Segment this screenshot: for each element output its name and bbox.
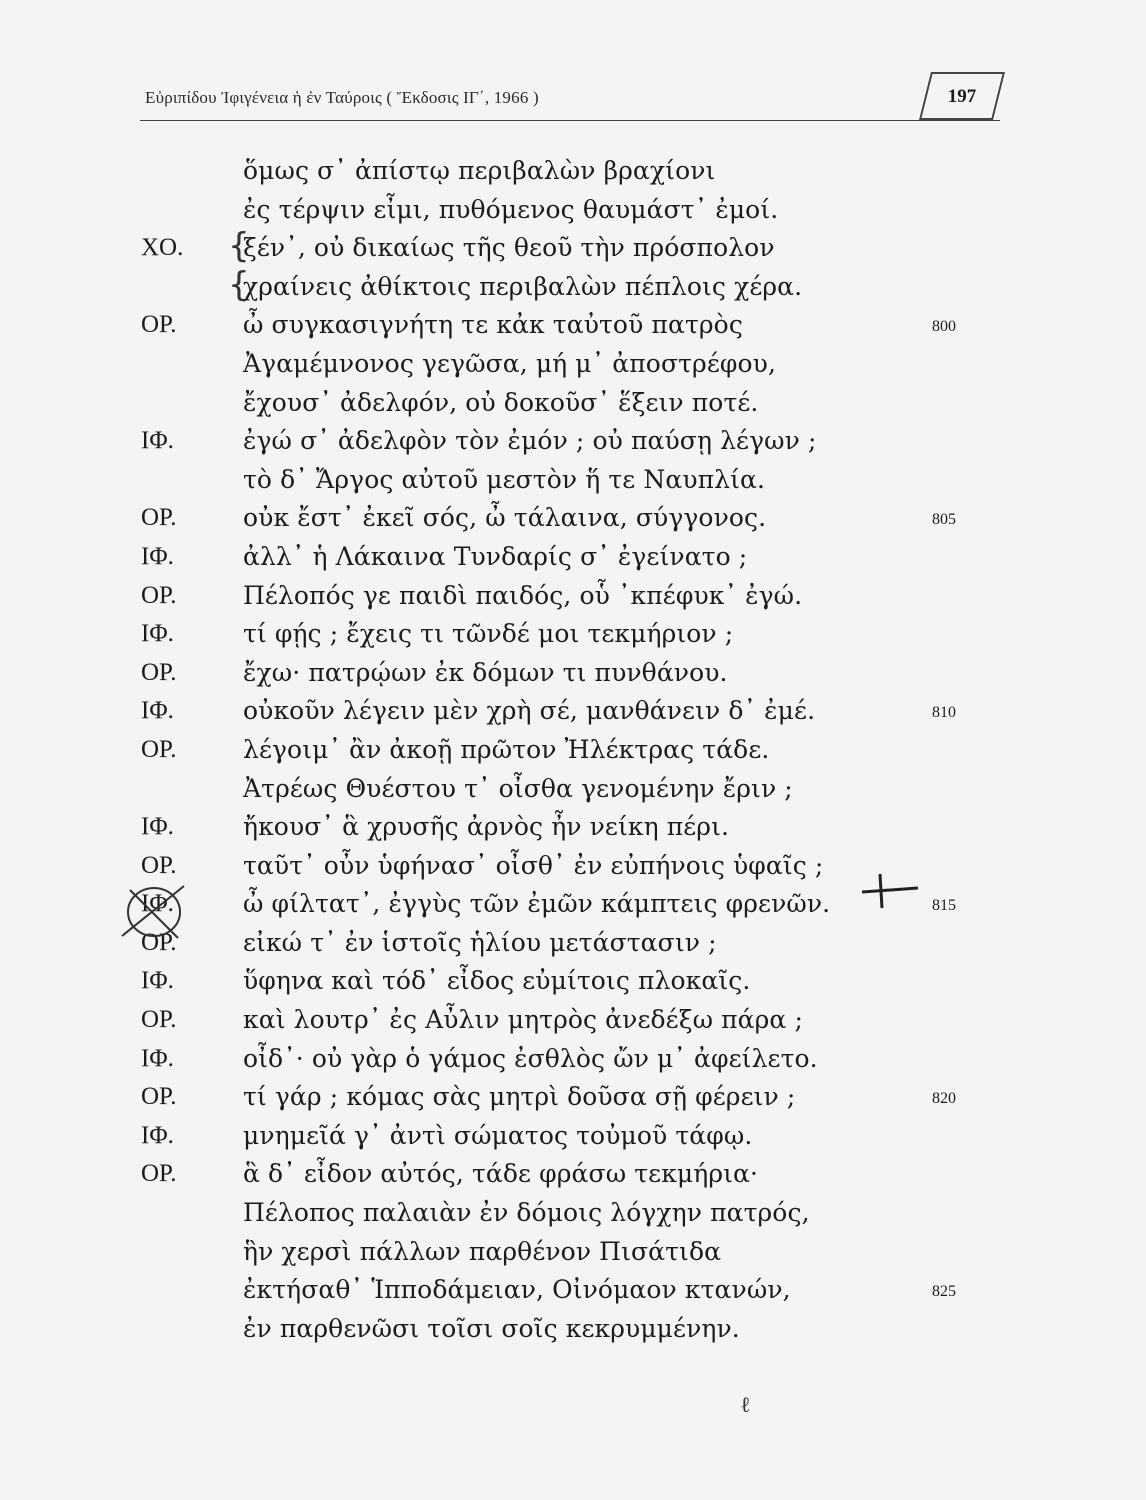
- verse-text: ἐγώ σ᾽ ἀδελφὸν τὸν ἐμόν ; οὐ παύσῃ λέγων ;: [243, 426, 817, 456]
- brace-mark: {: [228, 226, 250, 267]
- verse-text: ἔχουσ᾽ ἀδελφόν, οὐ δοκοῦσ᾽ ἕξειν ποτέ.: [243, 387, 759, 417]
- line-number: 800: [932, 318, 956, 336]
- verse-line: [0, 808, 1146, 847]
- verse-text: ἤκουσ᾽ ἃ χρυσῆς ἀρνὸς ἦν νείκη πέρι.: [243, 812, 730, 842]
- speaker-label: ΙΦ.: [141, 620, 174, 648]
- verse-text: ὅμως σ᾽ ἀπίστῳ περιβαλὼν βραχίονι: [243, 156, 716, 185]
- verse-line: [0, 1194, 1146, 1233]
- verse-line: [0, 770, 1146, 809]
- speaker-label: ΟΡ.: [141, 504, 177, 532]
- verse-line: [0, 345, 1146, 384]
- verse-text: τί γάρ ; κόμας σὰς μητρὶ δοῦσα σῇ φέρειν ;: [243, 1082, 796, 1112]
- speaker-label: ΟΡ.: [141, 311, 177, 339]
- verse-line: [0, 1310, 1146, 1349]
- speaker-label: ΟΡ.: [141, 928, 177, 956]
- speaker-label: ΧΟ.: [141, 234, 184, 262]
- verse-text: ὦ συγκασιγνήτη τε κἀκ ταὐτοῦ πατρὸς: [243, 310, 743, 340]
- verse-text: ἐν παρθενῶσι τοῖσι σοῖς κεκρυμμένην.: [243, 1313, 740, 1343]
- verse-text: ὕφηνα καὶ τόδ᾽ εἶδος εὐμίτοις πλοκαῖς.: [243, 966, 751, 996]
- verse-line: [0, 962, 1146, 1001]
- speaker-label: ΙΦ.: [141, 697, 174, 725]
- verse-text: οὐκ ἔστ᾽ ἐκεῖ σός, ὦ τάλαινα, σύγγονος.: [243, 503, 767, 533]
- verse-text: εἰκώ τ᾽ ἐν ἱστοῖς ἡλίου μετάστασιν ;: [243, 927, 717, 957]
- pen-cross-mark-icon: [112, 876, 192, 946]
- verse-line: [0, 461, 1146, 500]
- brace-mark: {: [228, 264, 250, 305]
- verse-line: [0, 538, 1146, 577]
- verse-line: [0, 577, 1146, 616]
- verse-line: [0, 226, 1146, 268]
- verse-text: Πέλοπός γε παιδὶ παιδός, οὗ ᾽κπέφυκ᾽ ἐγώ.: [243, 580, 803, 610]
- speaker-label: ΟΡ.: [141, 1160, 177, 1188]
- verse-line: [0, 499, 1146, 538]
- verse-text: τί φῄς ; ἔχεις τι τῶνδέ μοι τεκμήριον ;: [243, 619, 734, 649]
- verse-text: καὶ λουτρ᾽ ἐς Αὖλιν μητρὸς ἀνεδέξω πάρα ;: [243, 1005, 803, 1035]
- verse-line: [0, 654, 1146, 693]
- verse-text: ἀλλ᾽ ἡ Λάκαινα Τυνδαρίς σ᾽ ἐγείνατο ;: [243, 541, 748, 571]
- verse-line: [0, 264, 1146, 307]
- line-number: 825: [932, 1283, 956, 1301]
- speaker-label: ΟΡ.: [141, 658, 177, 686]
- speaker-label: ΙΦ.: [141, 542, 174, 570]
- verse-text: ἐκτήσαθ᾽ Ἱπποδάμειαν, Οἰνόμαον κτανών,: [243, 1275, 791, 1305]
- verse-line: [0, 1271, 1146, 1310]
- verse-line: [0, 1155, 1146, 1194]
- verse-line: [0, 731, 1146, 770]
- speaker-label: ΙΦ.: [141, 1121, 174, 1149]
- line-number: 810: [932, 704, 956, 722]
- verse-text: Πέλοπος παλαιὰν ἐν δόμοις λόγχην πατρός,: [243, 1198, 810, 1228]
- verse-lines: [0, 152, 1146, 1348]
- header-rule: [140, 120, 1000, 121]
- pen-mark-icon: ℓ: [740, 1393, 751, 1418]
- verse-line: [0, 1040, 1146, 1079]
- verse-line: [0, 615, 1146, 654]
- speaker-label: ΙΦ.: [141, 813, 174, 841]
- verse-text: Ἀγαμέμνονος γεγῶσα, μή μ᾽ ἀποστρέφου,: [243, 348, 777, 378]
- speaker-label: ΟΡ.: [141, 1006, 177, 1034]
- verse-text: ὦ φίλτατ᾽, ἐγγὺς τῶν ἐμῶν κάμπτεις φρενῶν.: [243, 889, 831, 919]
- verse-text: ἣν χερσὶ πάλλων παρθένον Πισάτιδα: [243, 1236, 722, 1266]
- line-number: 815: [932, 897, 956, 915]
- verse-line: [0, 152, 1146, 191]
- speaker-label: ΙΦ.: [141, 1044, 174, 1072]
- verse-text: χραίνεις ἀθίκτοις περιβαλὼν πέπλοις χέρα.: [243, 271, 803, 301]
- speaker-label: ΙΦ.: [141, 967, 174, 995]
- verse-text: ταῦτ᾽ οὖν ὑφήνασ᾽ οἶσθ᾽ ἐν εὐπήνοις ὑφαῖς ;: [243, 850, 824, 880]
- page-number: 197: [947, 86, 977, 107]
- verse-line: [0, 692, 1146, 731]
- speaker-label: ΙΦ.: [141, 427, 174, 455]
- verse-text: μνημεῖά γ᾽ ἀντὶ σώματος τοὐμοῦ τάφῳ.: [243, 1120, 753, 1150]
- verse-text: ἐς τέρψιν εἶμι, πυθόμενος θαυμάστ᾽ ἐμοί.: [243, 194, 779, 224]
- verse-line: [0, 306, 1146, 345]
- verse-text: Ἀτρέως Θυέστου τ᾽ οἶσθα γενομένην ἔριν ;: [243, 773, 793, 803]
- verse-text: οἶδ᾽· οὐ γὰρ ὁ γάμος ἐσθλὸς ὤν μ᾽ ἀφείλετο.: [243, 1043, 818, 1073]
- verse-line: [0, 1001, 1146, 1040]
- speaker-label: ΟΡ.: [141, 735, 177, 763]
- verse-line: [0, 1117, 1146, 1156]
- speaker-label: ΟΡ.: [141, 581, 177, 609]
- verse-text: λέγοιμ᾽ ἂν ἀκοῇ πρῶτον Ἠλέκτρας τάδε.: [243, 734, 770, 764]
- verse-text: τὸ δ᾽ Ἄργος αὐτοῦ μεστὸν ἥ τε Ναυπλία.: [243, 464, 766, 494]
- verse-line: [0, 1078, 1146, 1117]
- speaker-label: ΟΡ.: [141, 851, 177, 879]
- verse-text: οὐκοῦν λέγειν μὲν χρὴ σέ, μανθάνειν δ᾽ ἐμέ.: [243, 696, 816, 726]
- verse-text: ἔχω· πατρῴων ἐκ δόμων τι πυνθάνου.: [243, 657, 728, 687]
- speaker-label: ΟΡ.: [141, 1083, 177, 1111]
- running-header: Εὐριπίδου Ἰφιγένεια ἡ ἐν Ταύροις ( Ἔκδοσις ΙΓ΄, 1966 ): [145, 88, 539, 107]
- verse-line: [0, 384, 1146, 423]
- verse-text: ἃ δ᾽ εἶδον αὐτός, τάδε φράσω τεκμήρια·: [243, 1159, 759, 1189]
- verse-text: ξέν᾽, οὐ δικαίως τῆς θεοῦ τὴν πρόσπολον: [243, 233, 775, 263]
- line-number: 805: [932, 511, 956, 529]
- verse-line: [0, 1233, 1146, 1272]
- verse-line: [0, 422, 1146, 461]
- verse-line: [0, 191, 1146, 230]
- pen-insert-mark-icon: [860, 870, 920, 910]
- line-number: 820: [932, 1090, 956, 1108]
- speaker-label: ΙΦ.: [141, 890, 174, 918]
